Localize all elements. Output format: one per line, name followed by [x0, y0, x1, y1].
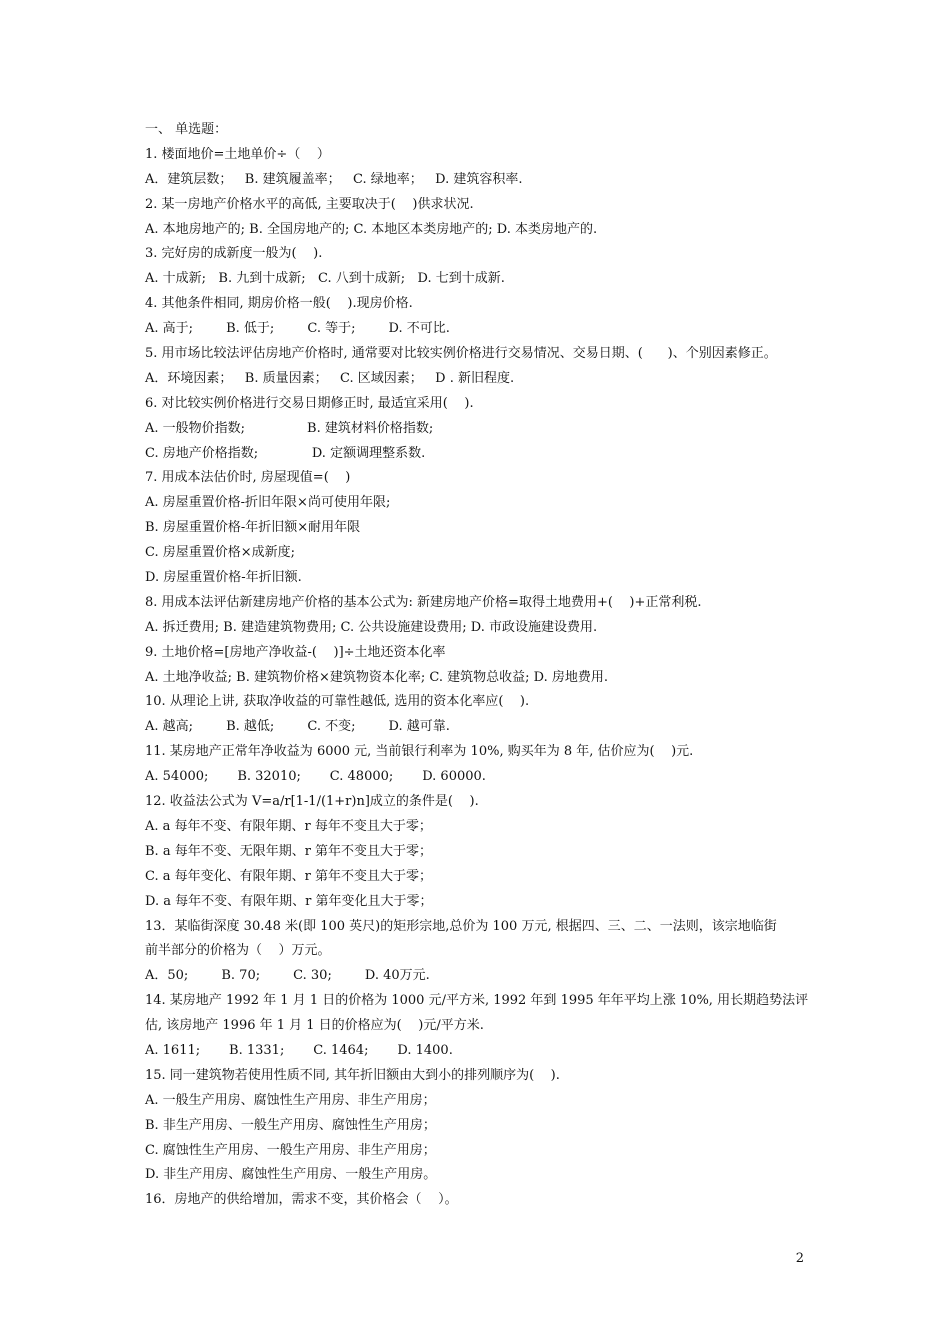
question-15: 15. 同一建筑物若使用性质不同, 其年折旧额由大到小的排列顺序为( ). — [145, 1067, 560, 1083]
question-1-options: A．建筑层数； B. 建筑履盖率； C. 绿地率； D. 建筑容积率. — [145, 171, 523, 187]
question-5-options: A．环境因素； B. 质量因素； C. 区域因素； D . 新旧程度. — [145, 370, 515, 386]
question-7: 7. 用成本法估价时, 房屋现值=( ) — [145, 470, 351, 486]
question-13-options: A．50; B. 70; C. 30; D. 40万元. — [145, 968, 430, 984]
question-5: 5. 用市场比较法评估房地产价格时, 通常要对比较实例价格进行交易情况、交易日期、( )、个别因素修正。 — [145, 346, 777, 362]
question-3-options: A. 十成新; B. 九到十成新; C. 八到十成新; D. 七到十成新. — [145, 271, 505, 287]
question-15-option-b: B. 非生产用房、一般生产用房、腐蚀性生产用房； — [145, 1117, 436, 1133]
question-12-option-b: B. a 每年不变、无限年期、r 第年不变且大于零； — [145, 843, 433, 859]
question-8-options: A. 拆迁费用; B. 建造建筑物费用; C. 公共设施建设费用; D. 市政设施建设费用. — [145, 619, 598, 635]
question-4-options: A. 高于; B. 低于; C. 等于; D. 不可比. — [145, 321, 450, 337]
question-13-line-2: 前半部分的价格为（ ）万元。 — [145, 943, 331, 959]
question-2-options: A. 本地房地产的; B. 全国房地产的; C. 本地区本类房地产的; D. 本类房地产的. — [145, 221, 598, 237]
question-12-option-a: A. a 每年不变、有限年期、r 每年不变且大于零； — [145, 818, 432, 834]
question-7-option-c: C. 房屋重置价格×成新度; — [145, 545, 296, 561]
question-11: 11. 某房地产正常年净收益为 6000 元, 当前银行利率为 10%, 购买年为 8 年, 估价应为( )元. — [145, 744, 694, 760]
question-7-option-d: D. 房屋重置价格-年折旧额. — [145, 570, 302, 586]
question-12-option-d: D. a 每年不变、有限年期、r 第年变化且大于零； — [145, 893, 433, 909]
question-11-options: A. 54000; B. 32010; C. 48000; D. 60000. — [145, 769, 486, 785]
section-heading: 一、 单选题： — [145, 122, 228, 137]
question-16: 16．房地产的供给增加，需求不变，其价格会（ ）。 — [145, 1192, 458, 1208]
question-3: 3. 完好房的成新度一般为( ). — [145, 246, 323, 262]
question-6: 6. 对比较实例价格进行交易日期修正时, 最适宜采用( ). — [145, 395, 474, 411]
question-15-option-a: A. 一般生产用房、腐蚀性生产用房、非生产用房； — [145, 1092, 436, 1108]
question-14-options: A. 1611; B. 1331; C. 1464; D. 1400. — [145, 1042, 453, 1058]
question-14-line-2: 估, 该房地产 1996 年 1 月 1 日的价格应为( )元/平方米. — [145, 1018, 484, 1034]
question-15-option-d: D. 非生产用房、腐蚀性生产用房、一般生产用房。 — [145, 1167, 437, 1183]
question-6-options-ab: A. 一般物价指数; B. 建筑材料价格指数; — [145, 420, 434, 436]
question-10: 10. 从理论上讲, 获取净收益的可靠性越低, 选用的资本化率应( ). — [145, 694, 530, 710]
page-number: 2 — [795, 1251, 804, 1266]
question-1: 1. 楼面地价=土地单价÷（ ） — [145, 146, 330, 162]
question-7-option-b: B. 房屋重置价格-年折旧额×耐用年限 — [145, 520, 361, 536]
question-2: 2. 某一房地产价格水平的高低, 主要取决于( )供求状况. — [145, 196, 474, 212]
question-14-line-1: 14. 某房地产 1992 年 1 月 1 日的价格为 1000 元/平方米, 1992 年到 1995 年年平均上涨 10%, 用长期趋势法评 — [145, 993, 809, 1009]
question-9-options: A. 土地净收益; B. 建筑物价格×建筑物资本化率; C. 建筑物总收益; D. 房地费用. — [145, 669, 609, 685]
question-7-option-a: A. 房屋重置价格-折旧年限×尚可使用年限; — [145, 495, 391, 511]
question-9: 9. 土地价格=[房地产净收益-( )]÷土地还资本化率 — [145, 644, 446, 660]
question-body — [145, 118, 825, 1213]
question-8: 8. 用成本法评估新建房地产价格的基本公式为: 新建房地产价格=取得土地费用+( )+正常利税. — [145, 594, 702, 610]
question-6-options-cd: C. 房地产价格指数; D. 定额调理整系数. — [145, 445, 426, 461]
question-12-option-c: C. a 每年变化、有限年期、r 第年不变且大于零； — [145, 868, 432, 884]
question-12: 12. 收益法公式为 V=a/r[1-1/(1+r)n]成立的条件是( ). — [145, 794, 479, 810]
question-15-option-c: C. 腐蚀性生产用房、一般生产用房、非生产用房； — [145, 1142, 436, 1158]
question-10-options: A. 越高; B. 越低; C. 不变; D. 越可靠. — [145, 719, 450, 735]
question-13-line-1: 13．某临街深度 30.48 米(即 100 英尺)的矩形宗地,总价为 100 万元, 根据四、三、二、一法则，该宗地临街 — [145, 918, 777, 934]
question-4: 4. 其他条件相同, 期房价格一般( ).现房价格. — [145, 296, 413, 312]
